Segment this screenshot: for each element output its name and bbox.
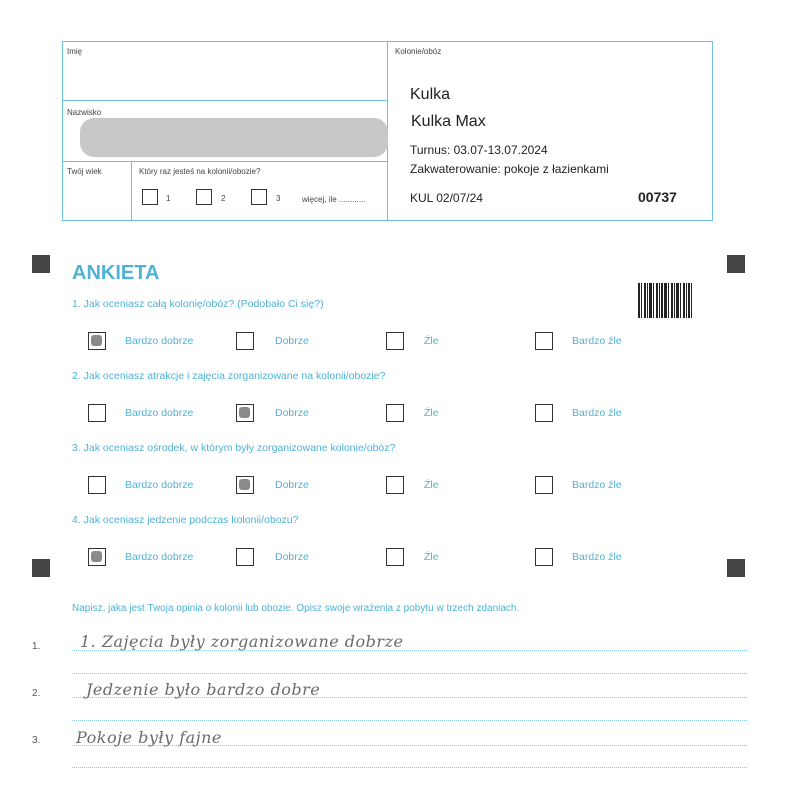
- question-4-option-2-checkbox[interactable]: [236, 548, 254, 566]
- line-number-3: 3.: [32, 735, 41, 746]
- question-1-option-2-label: Dobrze: [275, 335, 309, 347]
- question-2-option-2-label: Dobrze: [275, 407, 309, 419]
- question-2-option-3-checkbox[interactable]: [386, 404, 404, 422]
- name-label: Imię: [67, 47, 83, 56]
- times-option-1: 1: [166, 194, 171, 203]
- answer-3[interactable]: Pokoje były fajne: [76, 728, 222, 747]
- question-1-option-4-checkbox[interactable]: [535, 332, 553, 350]
- registration-marker-bl: [32, 559, 50, 577]
- age-label: Twój wiek: [67, 167, 102, 176]
- question-4-option-2-label: Dobrze: [275, 551, 309, 563]
- line-number-1: 1.: [32, 641, 41, 652]
- surname-label: Nazwisko: [67, 108, 102, 117]
- question-1-text: 1. Jak oceniasz całą kolonię/obóz? (Podobało Ci się?): [72, 298, 324, 310]
- question-3-option-3-checkbox[interactable]: [386, 476, 404, 494]
- question-3-option-2-checkbox[interactable]: [236, 476, 254, 494]
- question-4-option-1-checkbox[interactable]: [88, 548, 106, 566]
- times-label: Który raz jesteś na kolonii/obozie?: [139, 167, 261, 176]
- question-1-option-2-checkbox[interactable]: [236, 332, 254, 350]
- answer-line-2b: [72, 720, 747, 721]
- question-1-option-3-label: Źle: [424, 335, 439, 347]
- times-checkbox-1[interactable]: [142, 189, 158, 205]
- camp-full-name: Kulka Max: [411, 113, 486, 130]
- question-2-option-3-label: Źle: [424, 407, 439, 419]
- question-3-option-1-checkbox[interactable]: [88, 476, 106, 494]
- question-4-option-3-checkbox[interactable]: [386, 548, 404, 566]
- camp-name: Kulka: [410, 86, 451, 103]
- question-3-text: 3. Jak oceniasz ośrodek, w którym były zorganizowane kolonie/obóz?: [72, 442, 396, 454]
- question-4-option-4-checkbox[interactable]: [535, 548, 553, 566]
- question-3-option-3-label: Źle: [424, 479, 439, 491]
- answer-line-1b: [72, 673, 747, 674]
- answer-1[interactable]: 1. Zajęcia były zorganizowane dobrze: [80, 632, 404, 651]
- question-4-option-4-label: Bardzo źle: [572, 551, 622, 563]
- question-1-option-1-label: Bardzo dobrze: [125, 335, 194, 347]
- barcode-icon: [638, 283, 692, 318]
- question-2-option-2-checkbox[interactable]: [236, 404, 254, 422]
- question-4-option-1-label: Bardzo dobrze: [125, 551, 194, 563]
- question-3-option-1-label: Bardzo dobrze: [125, 479, 194, 491]
- times-option-3: 3: [276, 194, 281, 203]
- opinion-prompt: Napisz, jaka jest Twoja opinia o kolonii lub obozie. Opisz swoje wrażenia z pobytu w trzech zdaniach.: [72, 603, 520, 614]
- question-2-text: 2. Jak oceniasz atrakcje i zajęcia zorganizowane na kolonii/obozie?: [72, 370, 386, 382]
- question-1-option-1-checkbox[interactable]: [88, 332, 106, 350]
- registration-marker-br: [727, 559, 745, 577]
- question-2-option-4-checkbox[interactable]: [535, 404, 553, 422]
- question-1-option-3-checkbox[interactable]: [386, 332, 404, 350]
- line-number-2: 2.: [32, 688, 41, 699]
- question-4-option-3-label: Źle: [424, 551, 439, 563]
- question-1-option-4-label: Bardzo źle: [572, 335, 622, 347]
- question-2-option-4-label: Bardzo źle: [572, 407, 622, 419]
- question-3-option-4-checkbox[interactable]: [535, 476, 553, 494]
- camp-code: KUL 02/07/24: [410, 191, 483, 205]
- camp-label: Kolonie/obóz: [395, 47, 442, 56]
- age-divider: [131, 161, 132, 221]
- accommodation: Zakwaterowanie: pokoje z łazienkami: [410, 162, 609, 176]
- question-4-text: 4. Jak oceniasz jedzenie podczas kolonii/obozu?: [72, 514, 299, 526]
- survey-title: ANKIETA: [72, 262, 160, 284]
- form-number: 00737: [638, 189, 677, 205]
- registration-marker-tr: [727, 255, 745, 273]
- answer-line-3b: [72, 767, 747, 768]
- question-3-option-4-label: Bardzo źle: [572, 479, 622, 491]
- turnus-dates: Turnus: 03.07-13.07.2024: [410, 143, 548, 157]
- name-divider: [62, 100, 388, 101]
- question-2-option-1-checkbox[interactable]: [88, 404, 106, 422]
- times-checkbox-2[interactable]: [196, 189, 212, 205]
- registration-marker-tl: [32, 255, 50, 273]
- answer-2[interactable]: Jedzenie było bardzo dobre: [86, 680, 321, 699]
- question-2-option-1-label: Bardzo dobrze: [125, 407, 194, 419]
- surname-divider: [62, 161, 388, 162]
- times-checkbox-3[interactable]: [251, 189, 267, 205]
- question-3-option-2-label: Dobrze: [275, 479, 309, 491]
- times-option-2: 2: [221, 194, 226, 203]
- times-more-label: więcej, ile ............: [302, 195, 366, 204]
- surname-redaction: [80, 118, 388, 157]
